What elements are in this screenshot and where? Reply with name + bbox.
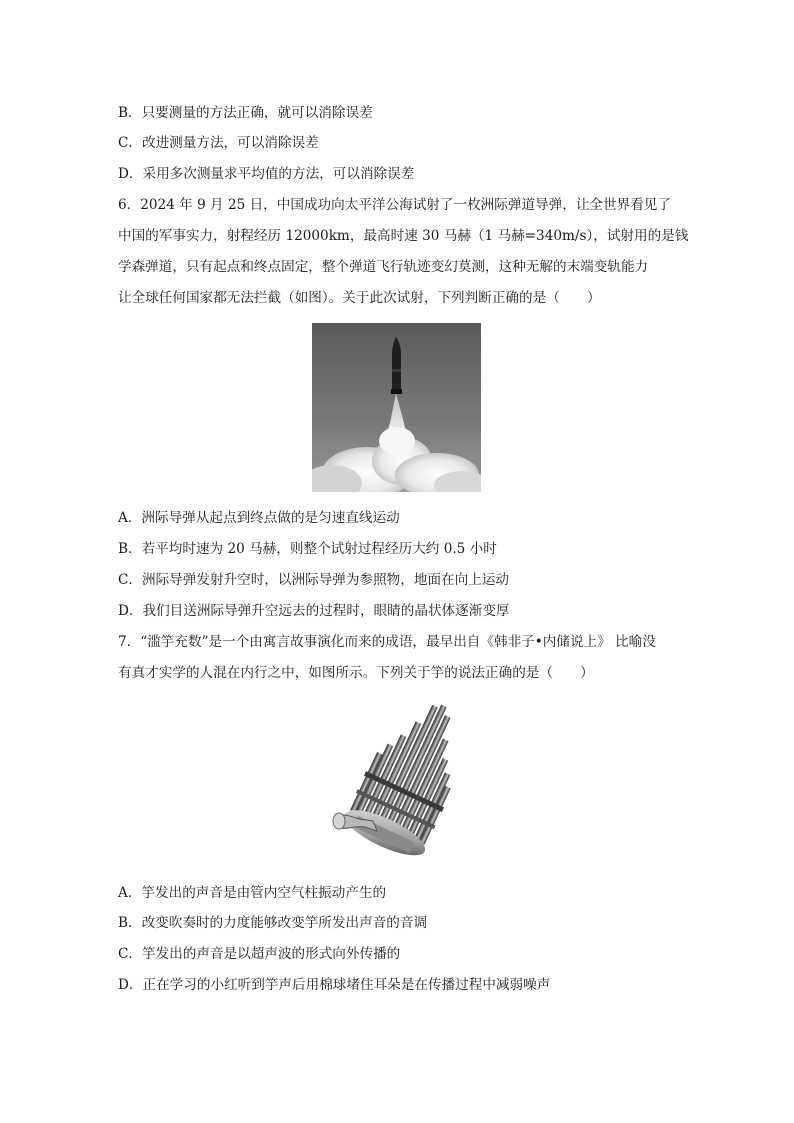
q7-option-d: D．正在学习的小红听到竽声后用棉球堵住耳朵是在传播过程中减弱噪声 — [118, 977, 551, 993]
q6-stem-line-1: 6．2024 年 9 月 25 日，中国成功向太平洋公海试射了一枚洲际弹道导弹，让全世界看见了 — [118, 197, 671, 213]
q6-stem-line-2: 中国的军事实力，射程经历 12000km，最高时速 30 马赫（1 马赫=340m/s），试射用的是钱 — [118, 228, 689, 244]
q7-stem-line-1: 7．“滥竽充数”是一个由寓言故事演化而来的成语，最早出自《韩非子•内储说上》 比喻没 — [118, 634, 656, 650]
q6-stem-line-4: 让全球任何国家都无法拦截（如图）。关于此次试射，下列判断正确的是（ ） — [118, 290, 601, 306]
q5-option-d: D．采用多次测量求平均值的方法，可以消除误差 — [118, 166, 415, 182]
missile-launch-image — [312, 323, 481, 492]
q6-option-d: D．我们目送洲际导弹升空远去的过程时，眼睛的晶状体逐渐变厚 — [118, 603, 510, 619]
q6-option-b: B．若平均时速为 20 马赫，则整个试射过程经历大约 0.5 小时 — [118, 541, 497, 557]
q7-option-b: B．改变吹奏时的力度能够改变竽所发出声音的音调 — [118, 915, 428, 931]
q6-option-a: A．洲际导弹从起点到终点做的是匀速直线运动 — [118, 510, 400, 526]
q5-option-b: B．只要测量的方法正确，就可以消除误差 — [118, 105, 373, 121]
q7-option-a: A．竽发出的声音是由管内空气柱振动产生的 — [118, 885, 387, 901]
q7-stem-line-2: 有真才实学的人混在内行之中，如图所示。下列关于竽的说法正确的是（ ） — [118, 665, 594, 681]
q7-option-c: C．竽发出的声音是以超声波的形式向外传播的 — [118, 946, 401, 962]
yu-instrument-image — [325, 697, 469, 867]
q6-option-c: C．洲际导弹发射升空时，以洲际导弹为参照物，地面在向上运动 — [118, 572, 510, 588]
q5-option-c: C．改进测量方法，可以消除误差 — [118, 135, 319, 151]
q6-stem-line-3: 学森弹道，只有起点和终点固定，整个弹道飞行轨迹变幻莫测，这种无解的末端变轨能力 — [118, 259, 649, 275]
